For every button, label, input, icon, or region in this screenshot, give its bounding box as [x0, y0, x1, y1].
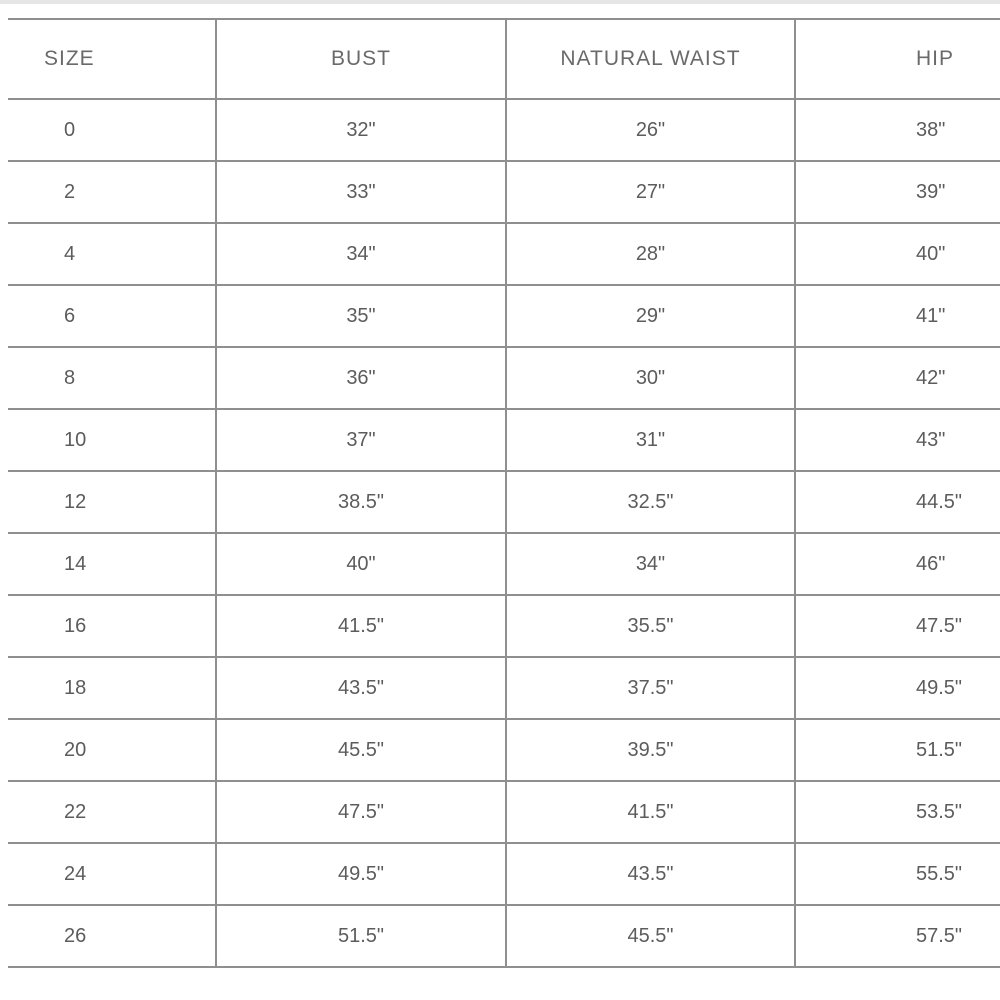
hip-cell: 42" — [795, 347, 1000, 409]
bust-cell: 36" — [216, 347, 506, 409]
table-row — [8, 781, 1000, 843]
size-cell: 26 — [8, 905, 216, 967]
header-row — [8, 19, 1000, 99]
natural-waist-cell: 30" — [506, 347, 795, 409]
bust-cell: 45.5" — [216, 719, 506, 781]
hip-cell: 57.5" — [795, 905, 1000, 967]
bust-cell: 40" — [216, 533, 506, 595]
table-row — [8, 533, 1000, 595]
size-chart-body — [8, 99, 1000, 967]
size-chart-container — [8, 18, 1000, 968]
bust-cell: 33" — [216, 161, 506, 223]
table-row — [8, 285, 1000, 347]
hip-cell: 44.5" — [795, 471, 1000, 533]
column-header-hip: HIP — [795, 19, 1000, 99]
hip-cell: 46" — [795, 533, 1000, 595]
natural-waist-cell: 35.5" — [506, 595, 795, 657]
bust-cell: 41.5" — [216, 595, 506, 657]
natural-waist-cell: 39.5" — [506, 719, 795, 781]
hip-cell: 38" — [795, 99, 1000, 161]
natural-waist-cell: 45.5" — [506, 905, 795, 967]
natural-waist-cell: 26" — [506, 99, 795, 161]
table-row — [8, 719, 1000, 781]
column-header-size: SIZE — [8, 19, 216, 99]
size-chart-table — [8, 18, 1000, 968]
size-cell: 22 — [8, 781, 216, 843]
hip-cell: 43" — [795, 409, 1000, 471]
table-row — [8, 657, 1000, 719]
size-cell: 10 — [8, 409, 216, 471]
size-cell: 0 — [8, 99, 216, 161]
hip-cell: 47.5" — [795, 595, 1000, 657]
hip-cell: 55.5" — [795, 843, 1000, 905]
table-row — [8, 595, 1000, 657]
table-row — [8, 471, 1000, 533]
top-divider — [0, 0, 1000, 4]
table-row — [8, 905, 1000, 967]
bust-cell: 47.5" — [216, 781, 506, 843]
bust-cell: 49.5" — [216, 843, 506, 905]
size-cell: 2 — [8, 161, 216, 223]
table-row — [8, 223, 1000, 285]
bust-cell: 34" — [216, 223, 506, 285]
natural-waist-cell: 43.5" — [506, 843, 795, 905]
table-row — [8, 99, 1000, 161]
size-cell: 14 — [8, 533, 216, 595]
size-cell: 6 — [8, 285, 216, 347]
size-cell: 20 — [8, 719, 216, 781]
hip-cell: 41" — [795, 285, 1000, 347]
table-row — [8, 843, 1000, 905]
table-row — [8, 409, 1000, 471]
natural-waist-cell: 34" — [506, 533, 795, 595]
hip-cell: 51.5" — [795, 719, 1000, 781]
size-cell: 12 — [8, 471, 216, 533]
size-cell: 24 — [8, 843, 216, 905]
table-row — [8, 161, 1000, 223]
size-cell: 4 — [8, 223, 216, 285]
natural-waist-cell: 41.5" — [506, 781, 795, 843]
size-cell: 18 — [8, 657, 216, 719]
size-cell: 8 — [8, 347, 216, 409]
size-cell: 16 — [8, 595, 216, 657]
natural-waist-cell: 27" — [506, 161, 795, 223]
column-header-natural-waist: NATURAL WAIST — [506, 19, 795, 99]
natural-waist-cell: 29" — [506, 285, 795, 347]
hip-cell: 53.5" — [795, 781, 1000, 843]
natural-waist-cell: 32.5" — [506, 471, 795, 533]
bust-cell: 43.5" — [216, 657, 506, 719]
bust-cell: 51.5" — [216, 905, 506, 967]
table-row — [8, 347, 1000, 409]
bust-cell: 38.5" — [216, 471, 506, 533]
bust-cell: 32" — [216, 99, 506, 161]
hip-cell: 40" — [795, 223, 1000, 285]
natural-waist-cell: 28" — [506, 223, 795, 285]
hip-cell: 49.5" — [795, 657, 1000, 719]
natural-waist-cell: 31" — [506, 409, 795, 471]
bust-cell: 37" — [216, 409, 506, 471]
hip-cell: 39" — [795, 161, 1000, 223]
column-header-bust: BUST — [216, 19, 506, 99]
natural-waist-cell: 37.5" — [506, 657, 795, 719]
bust-cell: 35" — [216, 285, 506, 347]
